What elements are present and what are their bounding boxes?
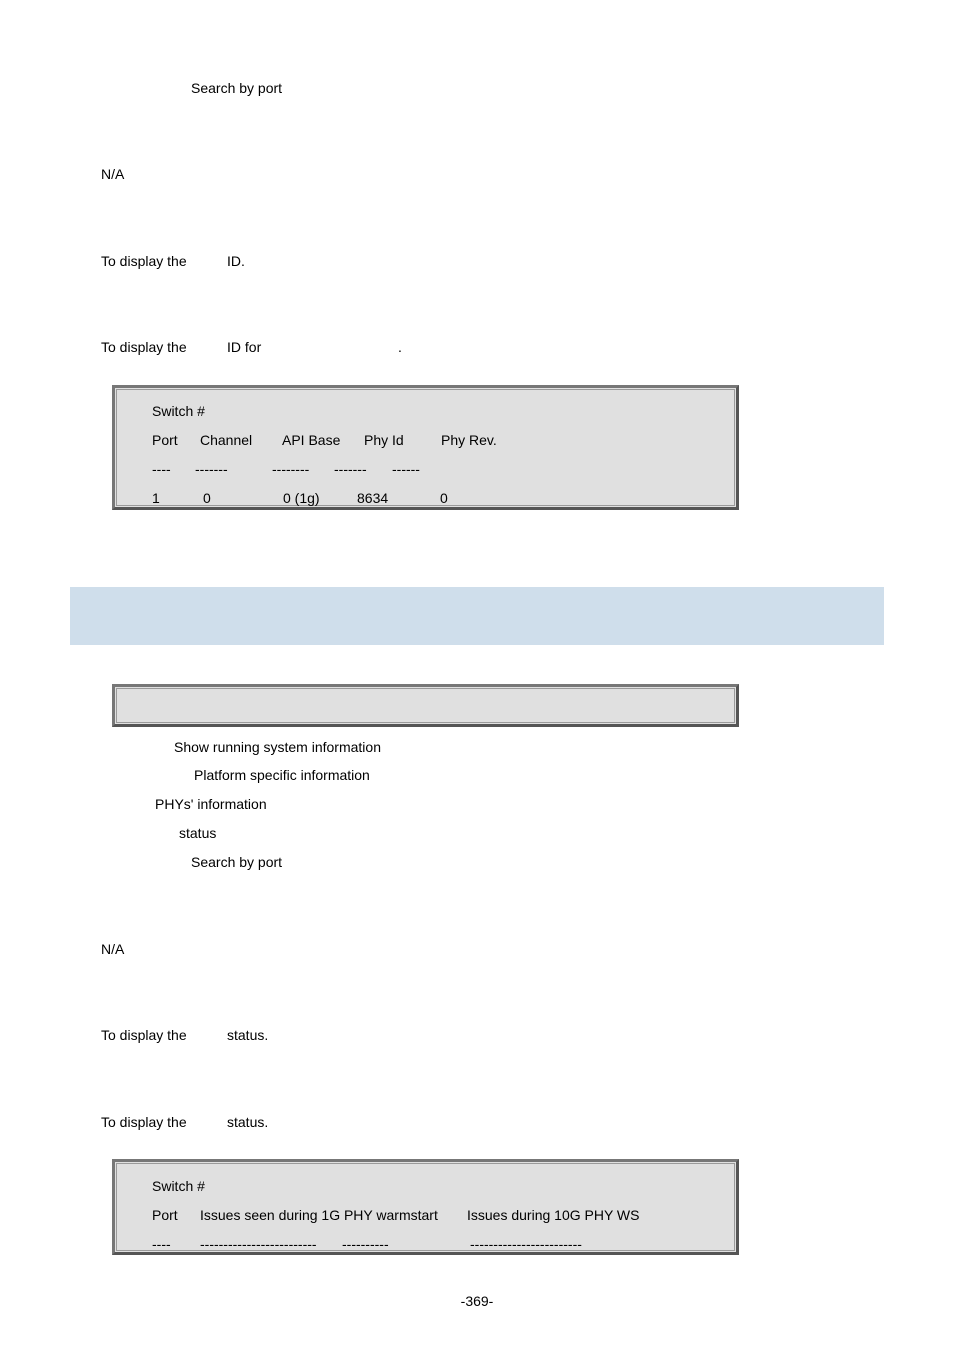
col-header-10g-ws: Issues during 10G PHY WS — [467, 1207, 640, 1223]
param-port-description: Search by port — [191, 80, 283, 96]
usage-text-part2: ID. — [227, 253, 245, 269]
cli-output-box-phy-status — [112, 1159, 739, 1255]
dash-phy-id: ------- — [334, 461, 367, 477]
usage2-text-part1: To display the — [101, 1027, 187, 1043]
example-text-part1: To display the — [101, 339, 187, 355]
col-header-1g-warmstart: Issues seen during 1G PHY warmstart — [200, 1207, 438, 1223]
command-syntax-box — [112, 684, 739, 727]
param-show: Show running system information — [174, 739, 381, 755]
cell-api-base: 0 (1g) — [283, 490, 320, 506]
dash-extra: ---------- — [342, 1236, 389, 1252]
param-phy: PHYs' information — [155, 796, 267, 812]
col-header-phy-rev: Phy Rev. — [441, 432, 497, 448]
param-port: Search by port — [191, 854, 283, 870]
usage2-text-part2: status. — [227, 1027, 269, 1043]
cli-output-box-phy-id — [112, 385, 739, 510]
example-text-part2: ID for — [227, 339, 262, 355]
example2-text-part1: To display the — [101, 1114, 187, 1130]
col-header-channel: Channel — [200, 432, 253, 448]
dash-phy-rev: ------ — [392, 461, 420, 477]
cell-port: 1 — [152, 490, 160, 506]
col-header-api-base: API Base — [282, 432, 341, 448]
param-status: status — [179, 825, 217, 841]
dash-10g-ws: ------------------------ — [470, 1236, 582, 1252]
cell-phy-id: 8634 — [357, 490, 389, 506]
page-number: -369- — [460, 1293, 494, 1309]
usage-text-part1: To display the — [101, 253, 187, 269]
dash-port: ---- — [152, 461, 171, 477]
col-header-port-2: Port — [152, 1207, 178, 1223]
col-header-phy-id: Phy Id — [364, 432, 404, 448]
cell-phy-rev: 0 — [440, 490, 448, 506]
param-platform: Platform specific information — [194, 767, 370, 783]
example2-text-part2: status. — [227, 1114, 269, 1130]
example-text-part3: . — [398, 339, 402, 355]
dash-channel: ------- — [195, 461, 228, 477]
dash-api-base: -------- — [272, 461, 310, 477]
section-heading-band — [70, 587, 884, 645]
dash-port-2: ---- — [152, 1236, 171, 1252]
cli-prompt-2: Switch # — [152, 1178, 205, 1194]
cell-channel: 0 — [203, 490, 211, 506]
col-header-port: Port — [152, 432, 178, 448]
dash-1g-warmstart: ------------------------- — [200, 1236, 317, 1252]
default-value: N/A — [101, 166, 125, 182]
default-value-2: N/A — [101, 941, 125, 957]
cli-prompt: Switch # — [152, 403, 205, 419]
